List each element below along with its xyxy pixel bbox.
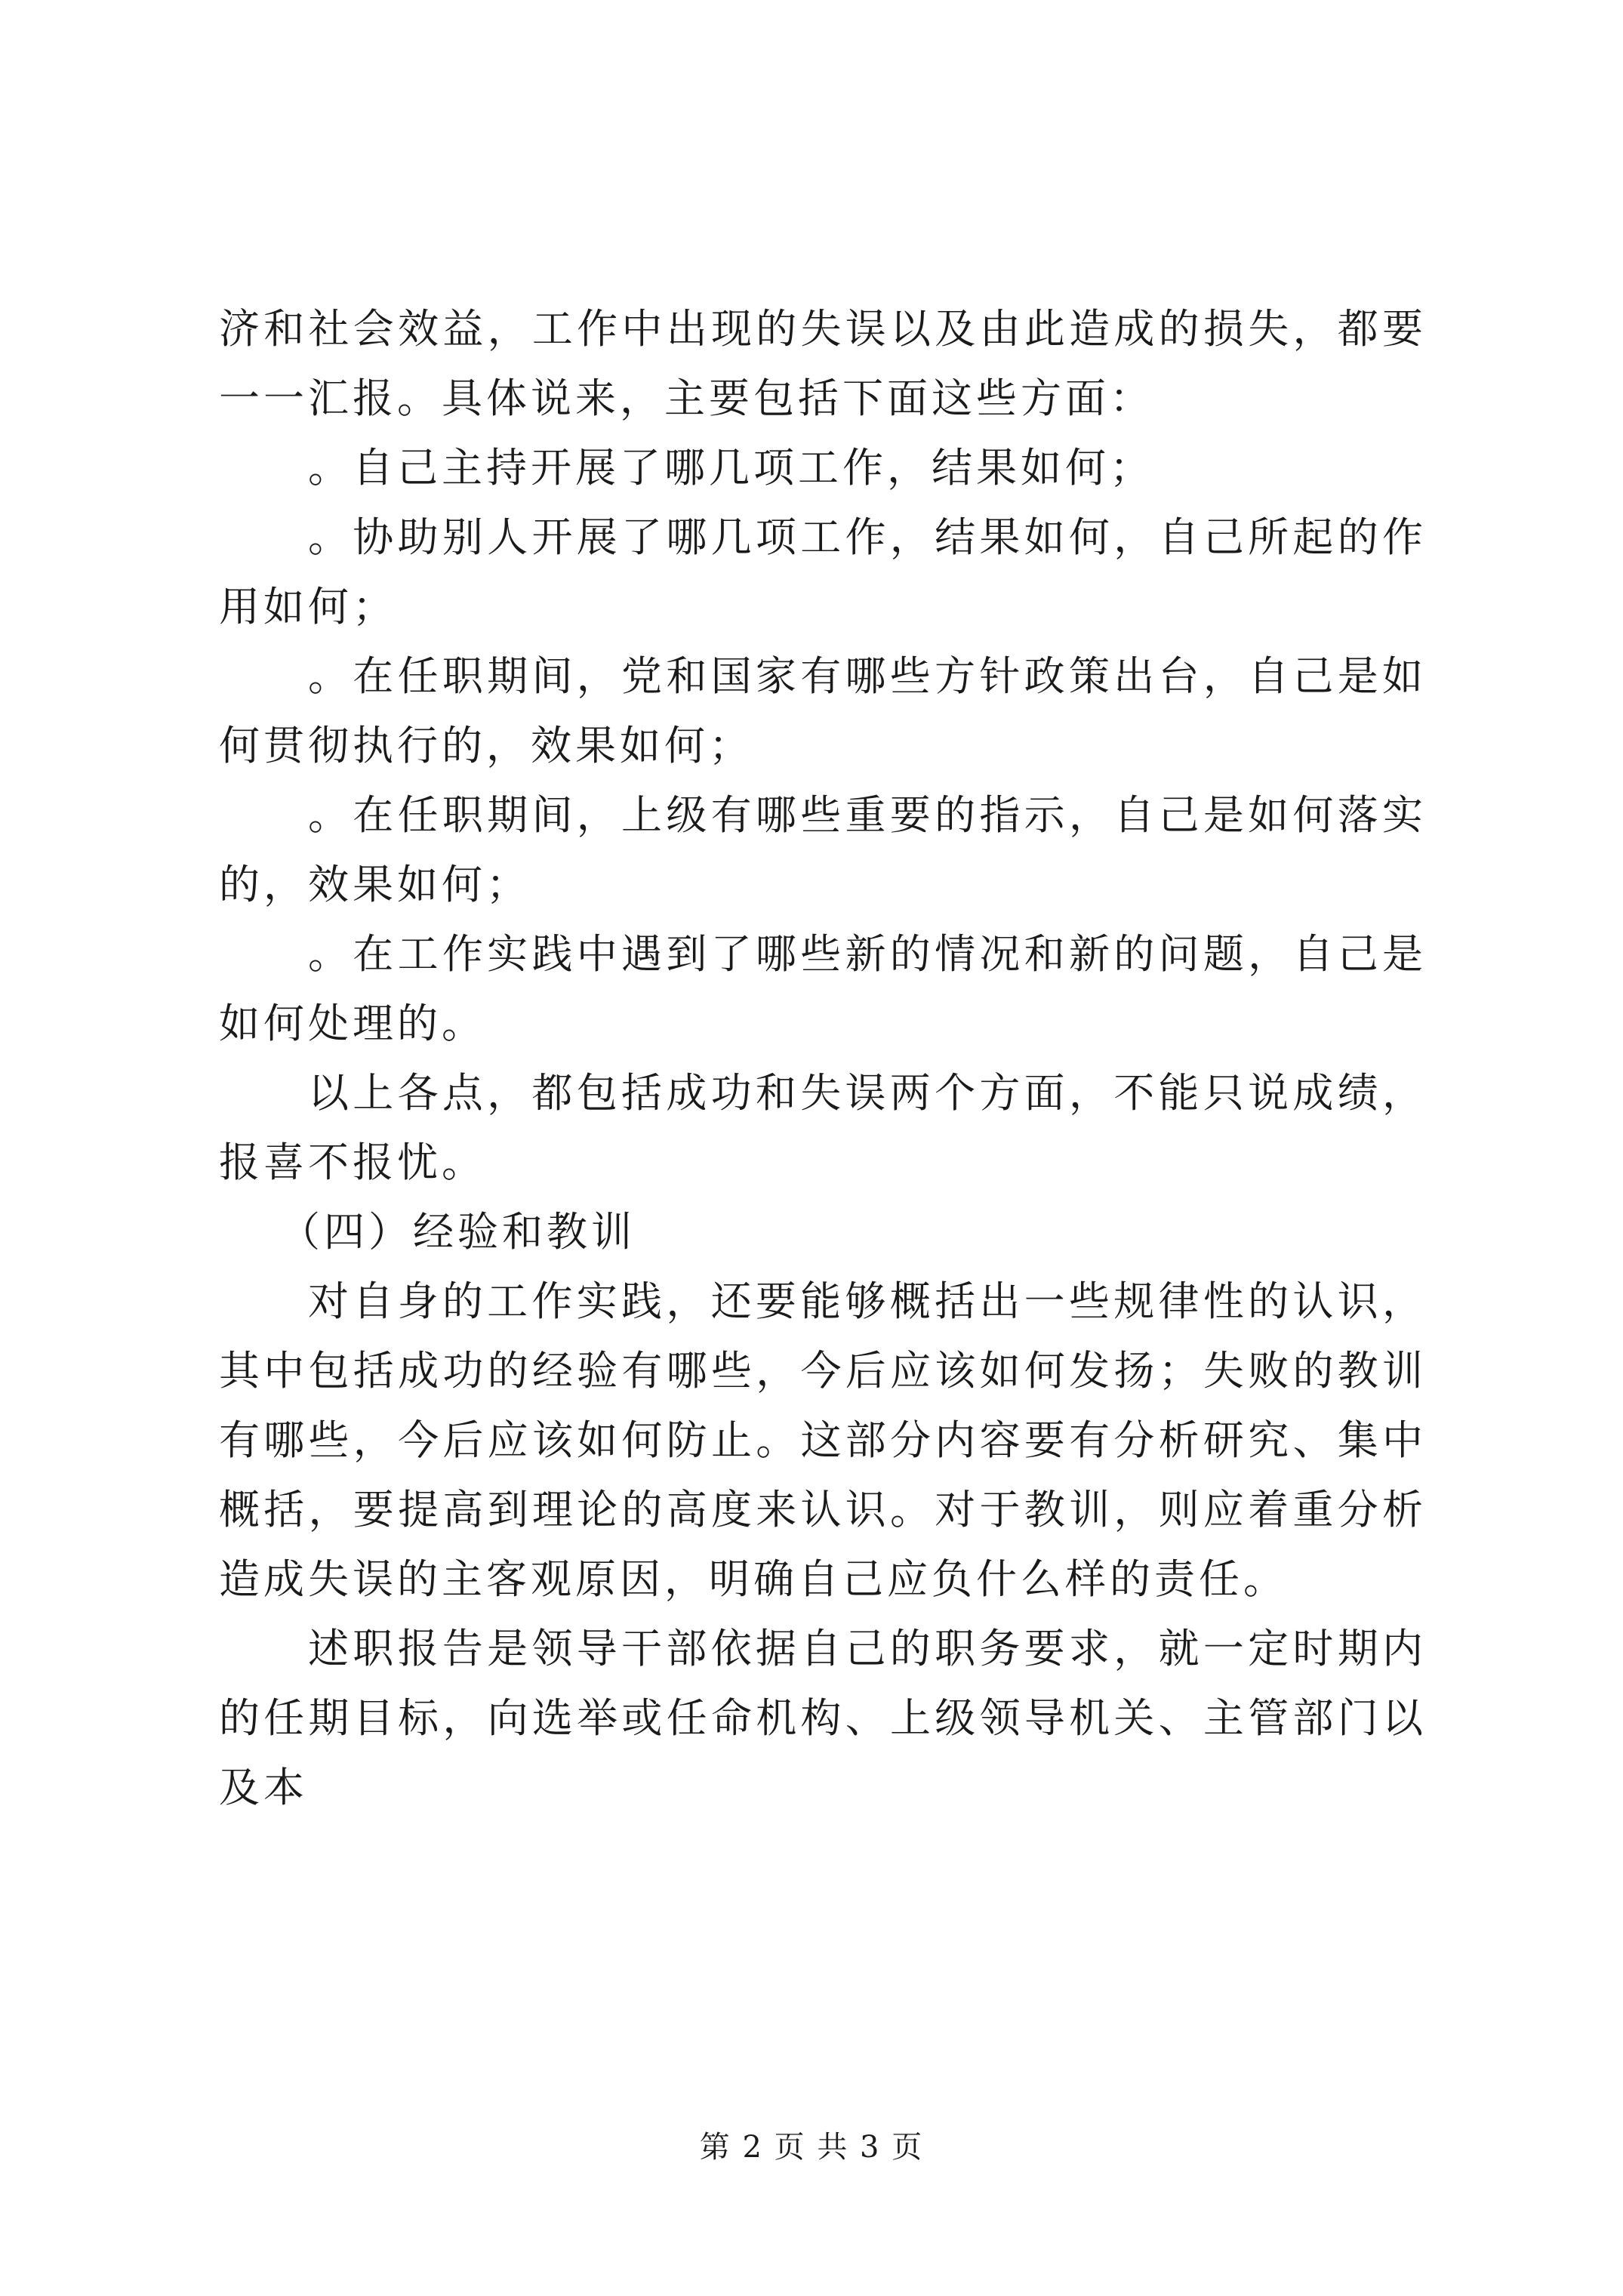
list-item-new-problems: 。在工作实践中遇到了哪些新的情况和新的问题，自己是如何处理的。 (219, 930, 1427, 1047)
page-number-footer: 第 2 页 共 3 页 (699, 2130, 924, 2165)
list-item-superior-instructions: 。在任职期间，上级有哪些重要的指示，自己是如何落实的，效果如何； (219, 791, 1427, 908)
list-item-assisted-work: 。协助别人开展了哪几项工作，结果如何，自己所起的作用如何； (219, 513, 1427, 630)
paragraph-experience-lessons: 对自身的工作实践，还要能够概括出一些规律性的认识，其中包括成功的经验有哪些，今后应该如何发扬；失败的教训有哪些，今后应该如何防止。这部分内容要有分析研究、集中概括，要提高到理论的高度来认识。对于教训，则应着重分析造成失误的主客观原因，明确自己应负什么样的责任。 (219, 1277, 1427, 1603)
paragraph-continuation: 济和社会效益，工作中出现的失误以及由此造成的损失，都要一一汇报。具体说来，主要包括下面这些方面： (219, 305, 1427, 422)
paragraph-summary: 以上各点，都包括成功和失误两个方面，不能只说成绩，报喜不报忧。 (219, 1069, 1427, 1186)
paragraph-report-definition: 述职报告是领导干部依据自己的职务要求，就一定时期内的任期目标，向选举或任命机构、上级领导机关、主管部门以及本 (219, 1625, 1427, 1811)
list-item-presided-work: 。自己主持开展了哪几项工作，结果如何； (308, 444, 1154, 492)
list-item-policy-implementation: 。在任职期间，党和国家有哪些方针政策出台，自己是如何贯彻执行的，效果如何； (219, 652, 1427, 769)
section-heading-experience: （四）经验和教训 (279, 1208, 636, 1256)
document-body (219, 294, 1427, 1823)
